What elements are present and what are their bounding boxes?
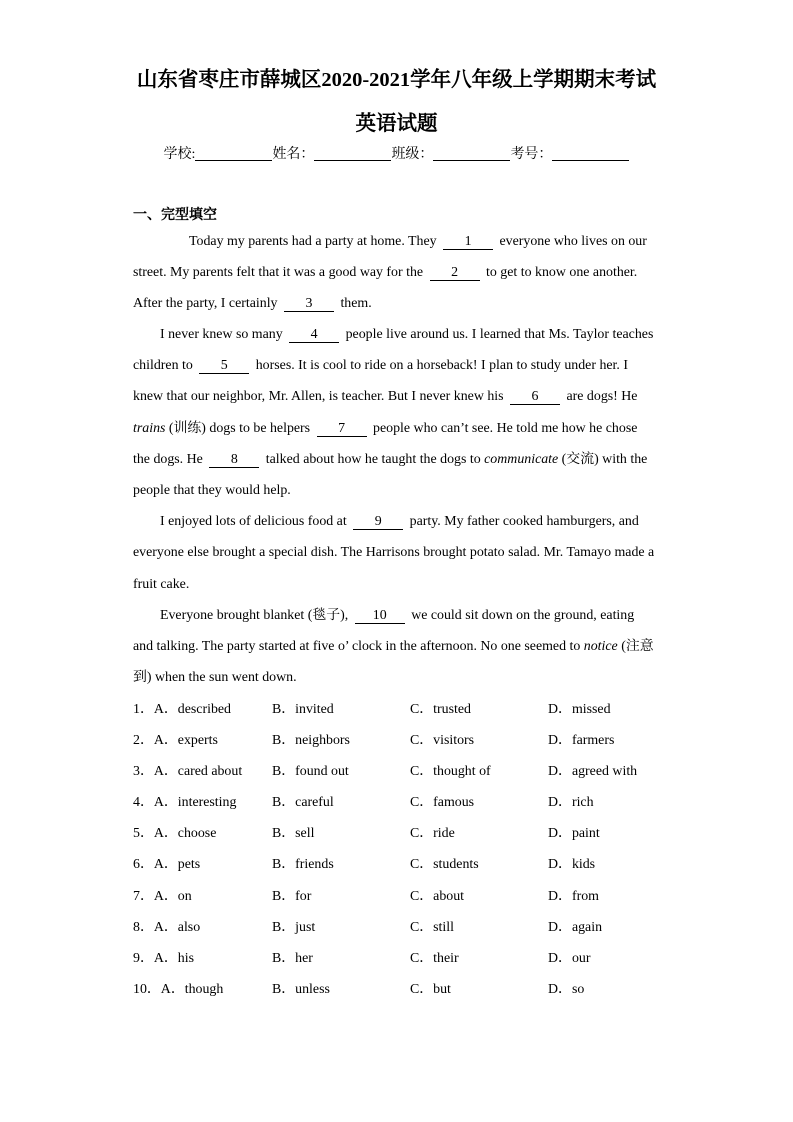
choice-label: D． (548, 701, 572, 717)
choice-text: famous (433, 795, 475, 811)
choice-label: A． (153, 857, 178, 873)
choice-text: described (177, 701, 232, 717)
choice-label: B． (272, 732, 296, 748)
choice-label: A． (153, 919, 178, 935)
choice-text: choose (177, 826, 217, 842)
choice-d (548, 849, 673, 880)
choice-b (272, 787, 410, 818)
choice-label: C． (410, 795, 434, 811)
choice-label: C． (410, 732, 434, 748)
choice-text: students (433, 857, 479, 873)
choice-c (410, 943, 548, 974)
passage-text: knew that our neighbor, Mr. Allen, is teacher. But I never knew his (133, 389, 508, 405)
choice-text: neighbors (295, 732, 350, 748)
passage-paragraph (133, 226, 665, 320)
choice-b (272, 694, 410, 725)
passage-line (133, 444, 665, 475)
choice-label: B． (272, 857, 296, 873)
choice-label: D． (548, 763, 572, 779)
answer-blank-4: 4 (289, 328, 339, 343)
choice-c (410, 974, 548, 1005)
choice-text: found out (295, 763, 349, 779)
choice-text: though (184, 982, 224, 998)
passage-text: everyone who lives on our (496, 233, 647, 249)
question-row (133, 849, 673, 880)
question-row (133, 974, 673, 1005)
answer-blank-1: 1 (443, 235, 493, 250)
passage-line (133, 257, 665, 288)
info-label-school: 学校: (163, 147, 196, 162)
choice-label: D． (548, 826, 572, 842)
choice-c (410, 694, 548, 725)
choice-b (272, 818, 410, 849)
passage-line (133, 506, 665, 537)
choice-text: missed (571, 701, 611, 717)
passage-text: fruit cake. (133, 576, 190, 592)
choice-d (548, 725, 673, 756)
passage-text: I never knew so many (160, 327, 287, 343)
passage-line (133, 662, 665, 693)
choice-label: C． (410, 857, 434, 873)
passage-text: (交流) with the (558, 451, 648, 467)
choice-text: paint (571, 826, 600, 842)
choice-text: friends (295, 857, 334, 873)
passage-text: to get to know one another. (482, 264, 638, 280)
choice-text: also (177, 919, 201, 935)
choice-text: cared about (177, 763, 243, 779)
choice-label: D． (548, 857, 572, 873)
answer-blank-2: 2 (430, 266, 480, 281)
choice-b (272, 756, 410, 787)
passage-text: (训练) dogs to be helpers (165, 420, 314, 436)
info-label-class: 班级： (391, 147, 434, 162)
passage-text: Everyone brought blanket (毯子), (160, 607, 352, 623)
choice-text: their (433, 951, 459, 966)
choice-text: visitors (433, 732, 475, 748)
choice-label: A． (153, 732, 178, 748)
choice-label: B． (272, 701, 296, 717)
info-blank-school (195, 146, 272, 161)
cloze-passage (133, 226, 665, 694)
passage-text: are dogs! He (563, 389, 638, 405)
choice-label: C． (410, 826, 434, 842)
question-number: 4． (133, 795, 154, 811)
choice-d (548, 912, 673, 943)
choice-a (133, 818, 272, 849)
choice-a (133, 849, 272, 880)
answer-blank-5: 5 (199, 359, 249, 374)
choice-label: A． (160, 982, 185, 998)
question-number: 10． (133, 982, 161, 998)
student-info (0, 145, 793, 165)
choice-label: A． (153, 826, 178, 842)
choice-label: B． (272, 826, 296, 842)
choice-c (410, 881, 548, 912)
passage-text: talked about how he taught the dogs to (262, 451, 485, 467)
choice-label: B． (272, 888, 296, 904)
choice-text: interesting (177, 795, 237, 811)
choice-label: A． (153, 951, 178, 966)
choice-a (133, 725, 272, 756)
question-number: 5． (133, 826, 154, 842)
passage-line (133, 226, 665, 257)
passage-paragraph (133, 506, 665, 600)
choice-label: D． (548, 951, 572, 966)
choice-text: just (295, 919, 316, 935)
answer-blank-10: 10 (355, 609, 405, 624)
choice-label: B． (272, 982, 296, 998)
choice-text: invited (295, 701, 334, 717)
choice-text: about (433, 888, 465, 904)
choice-d (548, 881, 673, 912)
italic-term: communicate (484, 451, 559, 467)
passage-line (133, 288, 665, 319)
question-number: 1． (133, 701, 154, 717)
passage-text: horses. It is cool to ride on a horseback! I plan to study under her. I (252, 358, 628, 374)
passage-text: After the party, I certainly (133, 295, 281, 311)
question-row (133, 912, 673, 943)
choice-text: so (571, 982, 585, 998)
info-label-exam-number: 考号： (510, 147, 553, 162)
exam-title: 山东省枣庄市薛城区2020-2021学年八年级上学期期末考试 (136, 69, 657, 91)
italic-term: notice (583, 638, 618, 654)
choice-label: A． (153, 701, 178, 717)
choice-b (272, 881, 410, 912)
choice-label: D． (548, 919, 572, 935)
choice-a (133, 974, 272, 1005)
answer-blank-7: 7 (317, 422, 367, 437)
choice-text: but (433, 982, 451, 998)
choice-text: experts (177, 732, 218, 748)
choice-text: unless (295, 982, 330, 998)
passage-text: I enjoyed lots of delicious food at (160, 514, 351, 530)
choice-c (410, 849, 548, 880)
passage-text: people who can’t see. He told me how he chose (369, 420, 638, 436)
choice-label: B． (272, 763, 296, 779)
choice-b (272, 725, 410, 756)
passage-text: children to (133, 358, 197, 374)
passage-line (133, 381, 665, 412)
choice-label: C． (410, 951, 434, 966)
choice-d (548, 756, 673, 787)
italic-term: trains (133, 420, 166, 436)
passage-text: them. (336, 295, 372, 311)
choice-text: still (433, 919, 454, 935)
choice-c (410, 912, 548, 943)
choice-label: C． (410, 701, 434, 717)
question-row (133, 756, 673, 787)
answer-blank-6: 6 (510, 390, 560, 405)
passage-line (133, 537, 665, 568)
choice-b (272, 943, 410, 974)
question-row (133, 787, 673, 818)
answer-blank-9: 9 (353, 515, 403, 530)
choice-text: from (571, 888, 599, 904)
choice-text: her (295, 951, 313, 966)
choice-label: C． (410, 982, 434, 998)
choice-text: pets (177, 857, 201, 873)
exam-subject: 英语试题 (355, 113, 438, 135)
section-heading: 一、完型填空 (133, 208, 217, 223)
choice-label: C． (410, 888, 434, 904)
question-row (133, 943, 673, 974)
choice-text: rich (571, 795, 594, 811)
choice-label: D． (548, 732, 572, 748)
choice-a (133, 912, 272, 943)
question-number: 9． (133, 951, 154, 966)
question-row (133, 725, 673, 756)
choice-label: D． (548, 982, 572, 998)
choice-text: sell (295, 826, 315, 842)
passage-line (133, 319, 665, 350)
choice-text: on (177, 888, 192, 904)
question-row (133, 818, 673, 849)
choice-text: ride (433, 826, 455, 842)
choice-label: A． (153, 795, 178, 811)
question-row (133, 694, 673, 725)
passage-text: Today my parents had a party at home. They (189, 233, 441, 249)
choice-c (410, 787, 548, 818)
question-number: 3． (133, 763, 154, 779)
choice-c (410, 756, 548, 787)
choice-label: C． (410, 919, 434, 935)
choice-label: B． (272, 919, 296, 935)
answer-blank-3: 3 (284, 297, 334, 312)
passage-paragraph (133, 319, 665, 506)
choice-text: our (571, 951, 591, 966)
question-number: 8． (133, 919, 154, 935)
choice-label: C． (410, 763, 434, 779)
passage-text: (注意 (617, 638, 654, 654)
choice-d (548, 694, 673, 725)
passage-line (133, 475, 665, 506)
choice-text: farmers (571, 732, 615, 748)
choice-text: for (295, 888, 312, 904)
passage-line (133, 600, 665, 631)
choice-label: B． (272, 795, 296, 811)
choice-c (410, 818, 548, 849)
choice-text: careful (295, 795, 334, 811)
choice-b (272, 849, 410, 880)
info-blank-name (314, 146, 391, 161)
question-number: 7． (133, 888, 154, 904)
choice-label: D． (548, 888, 572, 904)
passage-line (133, 631, 665, 662)
choice-label: A． (153, 888, 178, 904)
passage-line (133, 413, 665, 444)
choice-text: trusted (433, 701, 471, 717)
choice-label: A． (153, 763, 178, 779)
choice-label: D． (548, 795, 572, 811)
choice-text: kids (571, 857, 596, 873)
choice-a (133, 943, 272, 974)
question-number: 2． (133, 732, 154, 748)
choice-a (133, 787, 272, 818)
choice-a (133, 694, 272, 725)
choice-d (548, 974, 673, 1005)
choice-b (272, 912, 410, 943)
passage-paragraph (133, 600, 665, 694)
question-number: 6． (133, 857, 154, 873)
choice-d (548, 943, 673, 974)
passage-text: and talking. The party started at five o’ clock in the afternoon. No one seemed to (133, 638, 584, 654)
passage-text: people live around us. I learned that Ms. Taylor teaches (342, 327, 654, 343)
choice-text: thought of (433, 763, 491, 779)
passage-line (133, 569, 665, 600)
passage-text: people that they would help. (133, 483, 291, 498)
passage-line (133, 350, 665, 381)
passage-text: everyone else brought a special dish. The Harrisons brought potato salad. Mr. Tamayo made a (133, 545, 655, 561)
passage-text: 到) when the sun went down. (133, 670, 297, 686)
choice-text: agreed with (571, 763, 638, 779)
passage-text: party. My father cooked hamburgers, and (406, 514, 639, 530)
info-label-name: 姓名： (272, 147, 315, 162)
choice-d (548, 818, 673, 849)
choice-c (410, 725, 548, 756)
info-blank-exam-number (552, 146, 629, 161)
choice-b (272, 974, 410, 1005)
answer-options (133, 694, 673, 1006)
question-row (133, 881, 673, 912)
choice-label: B． (272, 951, 296, 966)
passage-text: we could sit down on the ground, eating (407, 607, 635, 623)
choice-a (133, 756, 272, 787)
choice-d (548, 787, 673, 818)
choice-a (133, 881, 272, 912)
answer-blank-8: 8 (209, 453, 259, 468)
choice-text: again (571, 919, 603, 935)
choice-text: his (177, 951, 194, 966)
passage-text: the dogs. He (133, 451, 207, 467)
info-blank-class (433, 146, 510, 161)
passage-text: street. My parents felt that it was a good way for the (133, 264, 427, 280)
